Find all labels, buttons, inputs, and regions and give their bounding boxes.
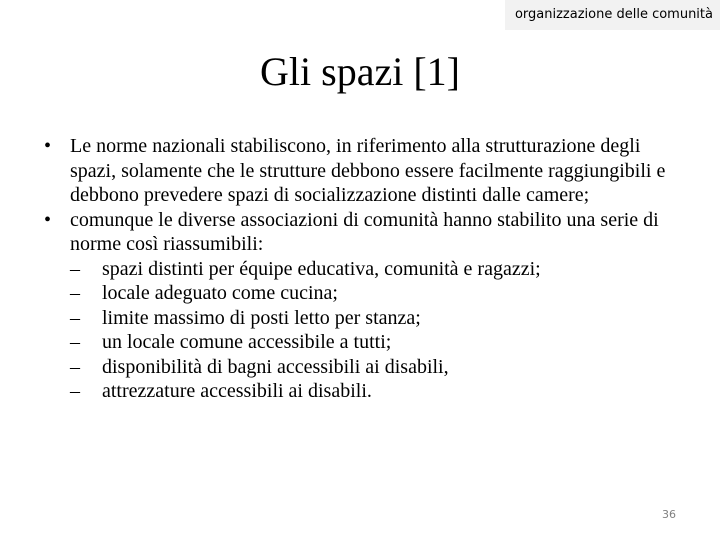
dash-icon: – (70, 331, 80, 353)
dash-icon: – (70, 257, 80, 280)
header-tag: organizzazione delle comunità (505, 0, 720, 30)
dash-icon: – (70, 380, 80, 402)
sub-item-text: un locale comune accessibile a tutti; (102, 331, 392, 353)
bullet-icon: • (44, 135, 52, 157)
sub-item-text: spazi distinti per équipe educativa, comunità e ragazzi; (102, 257, 541, 280)
slide-title: Gli spazi [1] (260, 49, 460, 94)
sub-list-item (70, 379, 670, 404)
sub-list-item (70, 306, 670, 331)
sub-list-item (70, 330, 670, 355)
dash-icon: – (70, 355, 80, 378)
bullet-text: comunque le diverse associazioni di comunità hanno stabilito una serie di norme così riassumibili: (70, 208, 659, 255)
sub-item-text: attrezzature accessibili ai disabili. (102, 380, 372, 402)
page-number: 36 (662, 508, 676, 521)
sub-item-text: limite massimo di posti letto per stanza; (102, 306, 421, 329)
sub-item-text: disponibilità di bagni accessibili ai disabili, (102, 355, 449, 378)
bullet-list (0, 134, 720, 404)
bullet-item (0, 134, 670, 208)
sub-item-text: locale adeguato come cucina; (102, 282, 338, 304)
dash-icon: – (70, 306, 80, 329)
sub-list-item (70, 355, 670, 380)
bullet-text: Le norme nazionali stabiliscono, in riferimento alla strutturazione degli spazi, solamente che le strutture debbono essere facilmente raggiungibili e debbono prevedere spazi di socializzazione distinti dalle camere; (70, 135, 666, 206)
dash-icon: – (70, 282, 80, 304)
bullet-item (0, 208, 670, 404)
sub-list-item (70, 257, 670, 282)
sub-list (70, 257, 670, 404)
bullet-icon: • (44, 208, 52, 231)
sub-list-item (70, 281, 670, 306)
